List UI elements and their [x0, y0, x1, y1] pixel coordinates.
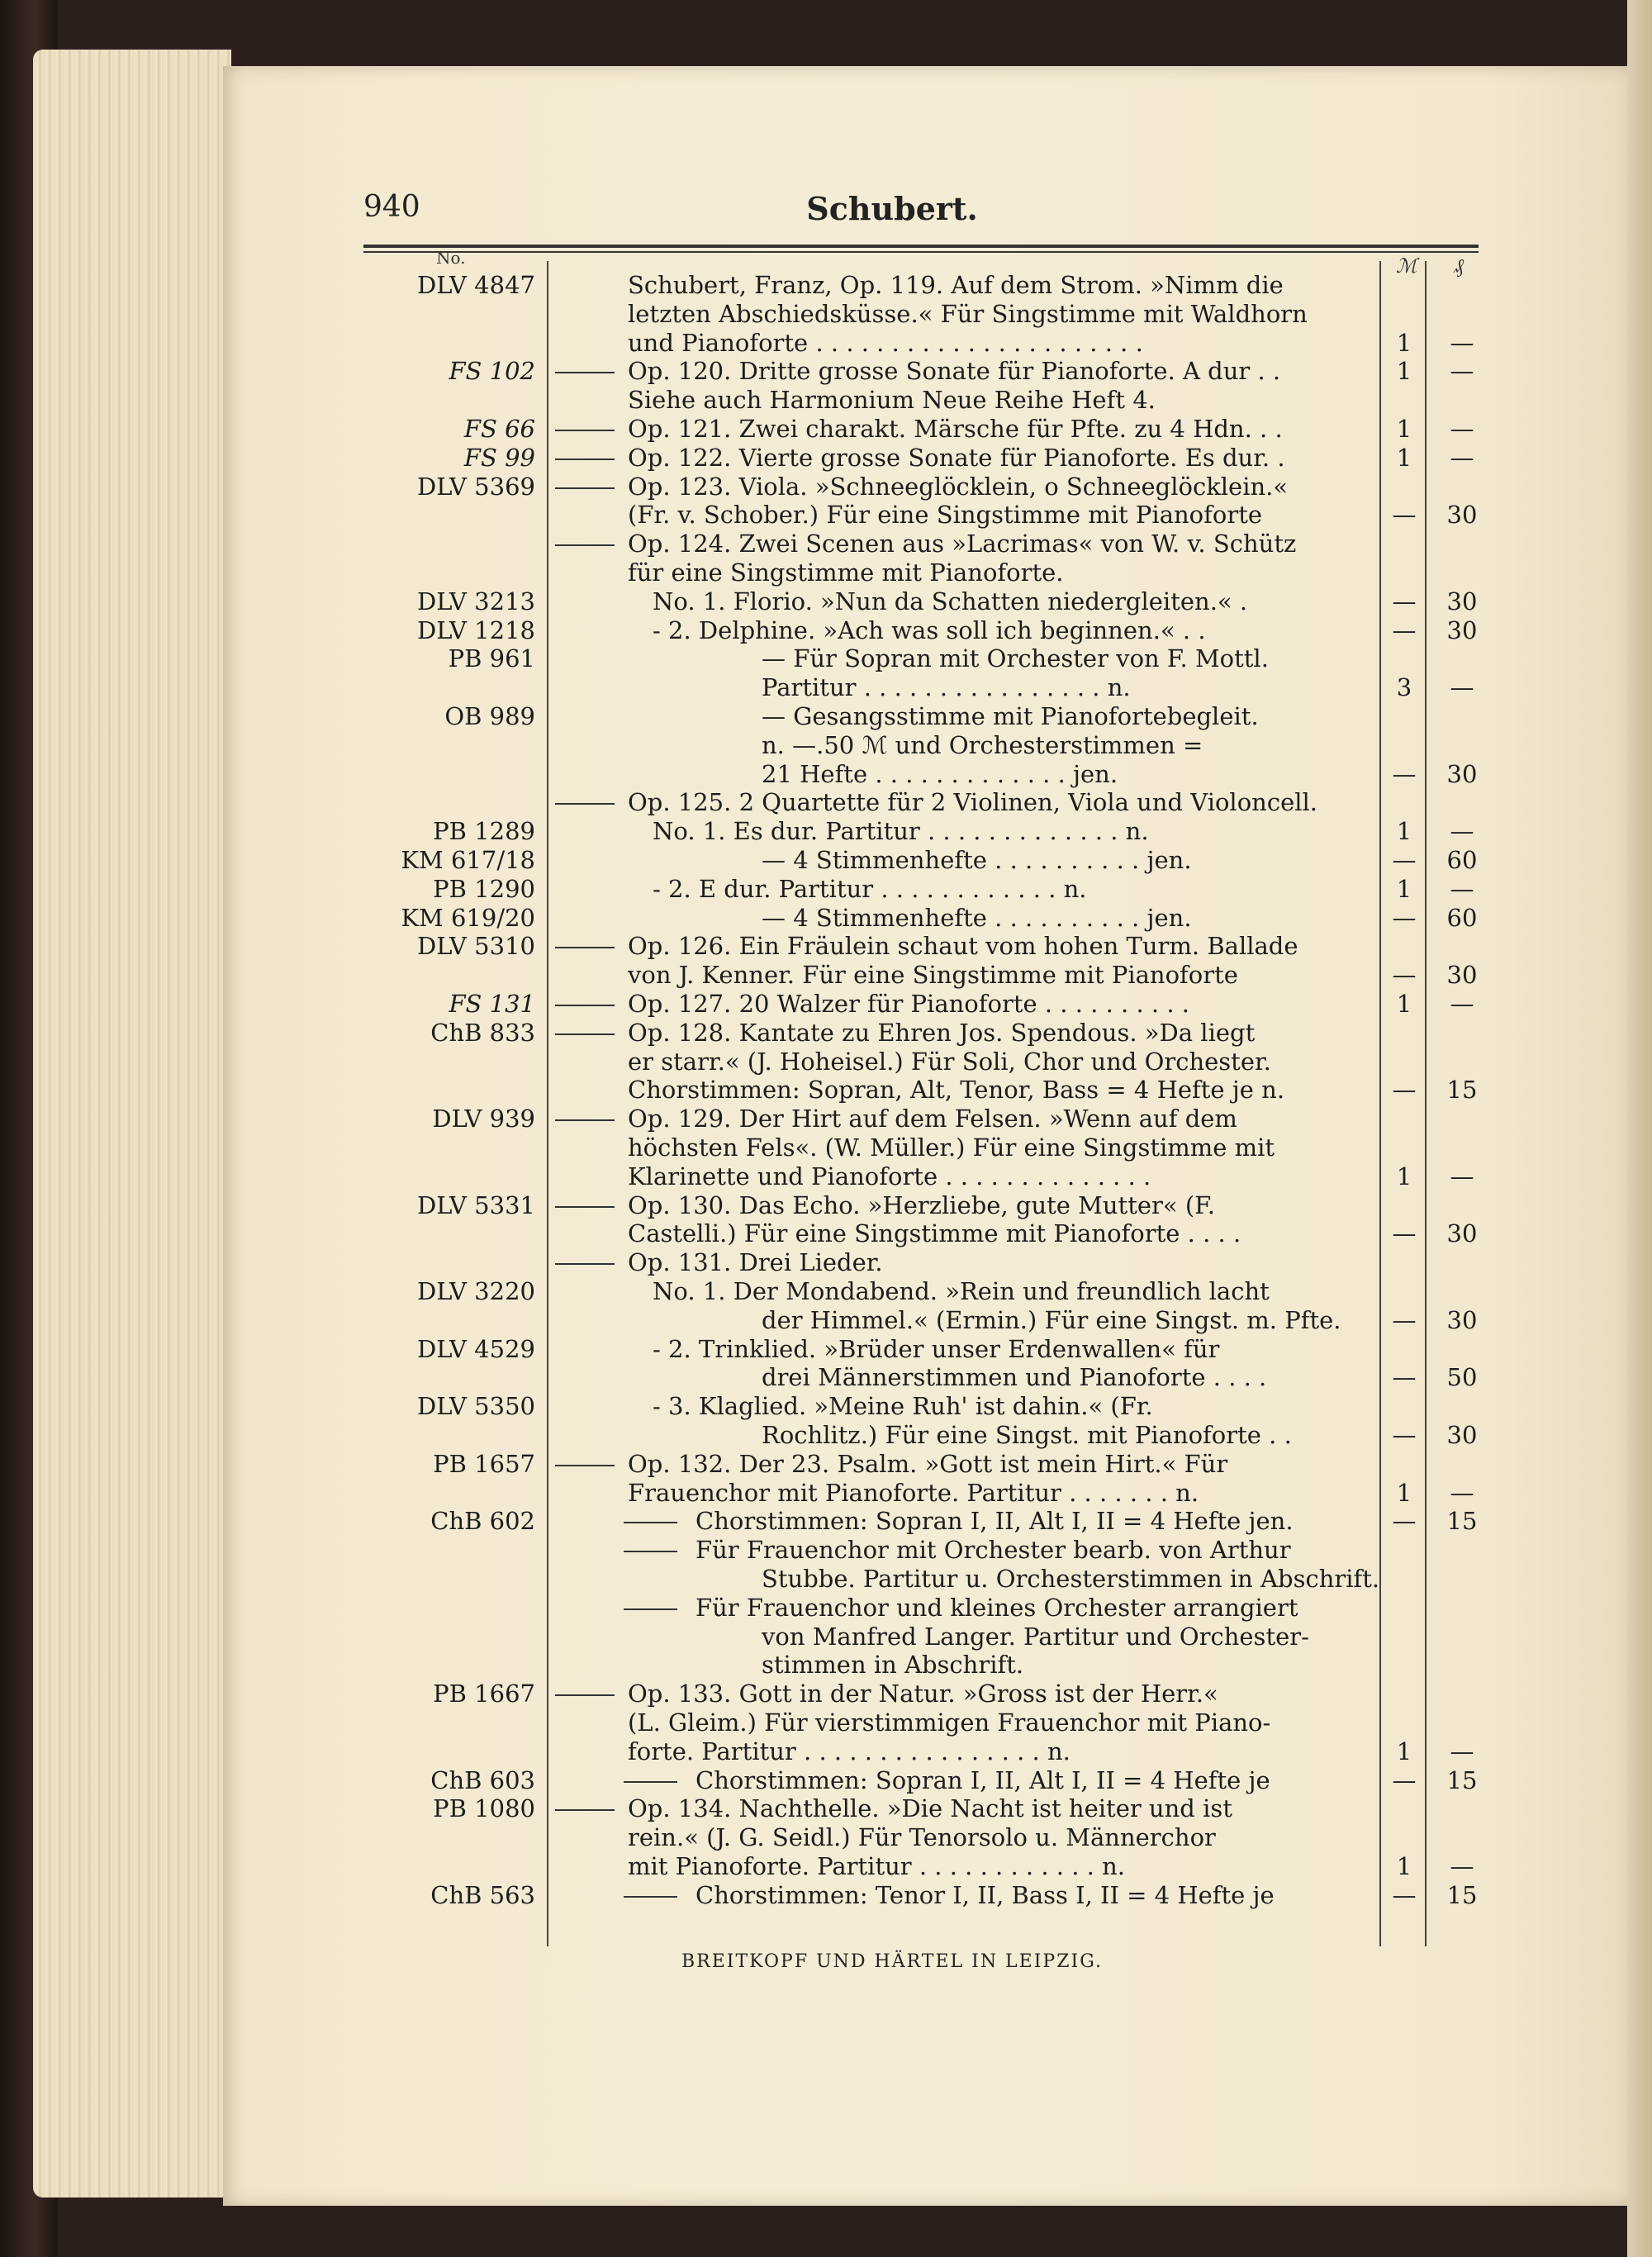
catalog-row — [0, 386, 1487, 415]
price-pfennig: — — [1450, 1478, 1474, 1507]
price-pfennig: — — [1450, 443, 1474, 472]
entry-text: stimmen in Abschrift. — [762, 1651, 1024, 1680]
entry-text: Op. 124. Zwei Scenen aus »Lacrimas« von W. v. Schütz — [628, 530, 1297, 558]
catalog-number: DLV 5369 — [416, 472, 535, 501]
catalog-number: PB 1667 — [433, 1680, 535, 1708]
catalog-number: DLV 5350 — [416, 1392, 535, 1421]
price-mark: 1 — [1396, 328, 1412, 357]
entry-text: mit Pianoforte. Partitur . . . . . . . . . . . . n. — [628, 1852, 1126, 1880]
price-pfennig: — — [1450, 1737, 1474, 1765]
entry-text: No. 1. Der Mondabend. »Rein und freundlich lacht — [653, 1277, 1270, 1305]
entry-text: Chorstimmen: Tenor I, II, Bass I, II = 4 Hefte je — [695, 1880, 1275, 1909]
entry-text: von J. Kenner. Für eine Singstimme mit Pianoforte — [628, 961, 1238, 990]
catalog-number: ChB 603 — [430, 1765, 535, 1794]
entry-text: Klarinette und Pianoforte . . . . . . . . . . . . . . — [628, 1162, 1151, 1190]
catalog-row — [0, 1105, 1487, 1133]
catalog-row — [0, 1507, 1487, 1536]
entry-text: No. 1. Florio. »Nun da Schatten niedergleiten.« . — [653, 587, 1248, 615]
entry-text: Frauenchor mit Pianoforte. Partitur . . . . . . . n. — [628, 1478, 1199, 1507]
entry-text: (L. Gleim.) Für vierstimmigen Frauenchor mit Piano- — [628, 1708, 1271, 1737]
entry-text: Op. 131. Drei Lieder. — [628, 1248, 883, 1277]
catalog-row — [0, 1737, 1487, 1766]
price-mark: — — [1392, 846, 1417, 874]
ditto-dash — [624, 1522, 677, 1523]
entry-text: der Himmel.« (Ermin.) Für eine Singst. m. Pfte. — [762, 1305, 1341, 1334]
catalog-row — [0, 1048, 1487, 1076]
catalog-row — [0, 961, 1487, 990]
ditto-dash — [555, 459, 615, 460]
catalog-row — [0, 300, 1487, 329]
running-title: Schubert. — [806, 190, 978, 227]
entry-text: von Manfred Langer. Partitur und Orchester- — [762, 1622, 1309, 1651]
price-mark: 1 — [1396, 990, 1412, 1018]
catalog-row — [0, 1392, 1487, 1421]
price-pfennig: 60 — [1446, 846, 1478, 874]
entry-text: Siehe auch Harmonium Neue Reihe Heft 4. — [628, 386, 1156, 415]
header-rule-thin — [363, 251, 1479, 253]
ditto-dash — [555, 487, 615, 489]
entry-text: — Gesangsstimme mit Pianofortebegleit. — [762, 702, 1259, 730]
entry-text: 21 Hefte . . . . . . . . . . . . . jen. — [762, 759, 1118, 788]
catalog-number: ChB 563 — [430, 1880, 535, 1909]
catalog-row — [0, 616, 1487, 645]
price-mark: 1 — [1396, 1162, 1412, 1190]
price-mark: — — [1392, 501, 1417, 530]
price-pfennig: — — [1450, 328, 1474, 357]
price-pfennig: 15 — [1446, 1765, 1478, 1794]
catalog-row — [0, 904, 1487, 933]
catalog-row — [0, 357, 1487, 386]
entry-text: Op. 132. Der 23. Psalm. »Gott ist mein Hirt.« Für — [628, 1449, 1228, 1478]
entry-text: Op. 126. Ein Fräulein schaut vom hohen Turm. Ballade — [628, 932, 1298, 961]
price-pfennig: 30 — [1446, 587, 1478, 615]
entry-text: Für Frauenchor und kleines Orchester arrangiert — [695, 1593, 1298, 1622]
catalog-number: DLV 1218 — [416, 615, 535, 644]
price-mark: — — [1392, 903, 1417, 932]
page-number: 940 — [363, 190, 420, 224]
entry-text: Op. 133. Gott in der Natur. »Gross ist der Herr.« — [628, 1680, 1218, 1708]
entry-text: Op. 123. Viola. »Schneeglöcklein, o Schneeglöcklein.« — [628, 472, 1289, 501]
ditto-dash — [555, 1694, 615, 1696]
entry-text: Schubert, Franz, Op. 119. Auf dem Strom. »Nimm die — [628, 271, 1284, 299]
price-mark: 1 — [1396, 874, 1412, 903]
entry-text: Op. 120. Dritte grosse Sonate für Pianoforte. A dur . . — [628, 357, 1281, 386]
price-mark: 1 — [1396, 357, 1412, 386]
catalog-row — [0, 1651, 1487, 1680]
entry-text: Castelli.) Für eine Singstimme mit Pianoforte . . . . — [628, 1219, 1241, 1248]
catalog-number: DLV 4847 — [416, 271, 535, 299]
catalog-number: PB 1657 — [433, 1449, 535, 1478]
catalog-number: DLV 3220 — [416, 1277, 535, 1305]
entry-text: Op. 130. Das Echo. »Herzliebe, gute Mutter« (F. — [628, 1190, 1215, 1219]
catalog-row — [0, 1766, 1487, 1795]
catalog-row — [0, 415, 1487, 444]
ditto-dash — [555, 947, 615, 948]
entry-text: Op. 125. 2 Quartette für 2 Violinen, Viola und Violoncell. — [628, 788, 1318, 817]
catalog-row — [0, 1623, 1487, 1651]
price-mark: — — [1392, 615, 1417, 644]
entry-text: er starr.« (J. Hoheisel.) Für Soli, Chor und Orchester. — [628, 1047, 1271, 1076]
catalog-row — [0, 1680, 1487, 1708]
price-pfennig: — — [1450, 1162, 1474, 1190]
catalog-number: DLV 939 — [432, 1105, 535, 1133]
price-mark: — — [1392, 961, 1417, 990]
entry-text: - 2. E dur. Partitur . . . . . . . . . . . . n. — [653, 874, 1087, 903]
catalog-number: PB 1289 — [433, 817, 535, 846]
catalog-row — [0, 1565, 1487, 1594]
ditto-dash — [555, 1263, 615, 1265]
entry-text: Chorstimmen: Sopran, Alt, Tenor, Bass = 4 Hefte je n. — [628, 1076, 1285, 1105]
price-pfennig: — — [1450, 874, 1474, 903]
catalog-row — [0, 530, 1487, 558]
catalog-row — [0, 846, 1487, 875]
catalog-number: FS 131 — [449, 990, 535, 1018]
entry-text: Rochlitz.) Für eine Singst. mit Pianoforte . . — [762, 1421, 1292, 1449]
ditto-dash — [555, 1033, 615, 1035]
mark-column-label: ℳ — [1396, 254, 1417, 278]
catalog-number: ChB 833 — [430, 1018, 535, 1047]
entry-text: Op. 122. Vierte grosse Sonate für Pianoforte. Es dur. . — [628, 443, 1285, 472]
entry-text: forte. Partitur . . . . . . . . . . . . . . . . n. — [628, 1737, 1070, 1765]
catalog-number: DLV 3213 — [416, 587, 535, 615]
header-rule — [363, 245, 1479, 248]
catalog-number: PB 1290 — [433, 874, 535, 903]
entry-text: - 2. Delphine. »Ach was soll ich beginnen.« . . — [653, 615, 1206, 644]
catalog-number: DLV 5310 — [416, 932, 535, 961]
entry-text: Op. 129. Der Hirt auf dem Felsen. »Wenn auf dem — [628, 1105, 1237, 1133]
price-mark: 1 — [1396, 1852, 1412, 1880]
catalog-row — [0, 990, 1487, 1019]
entry-text: Op. 127. 20 Walzer für Pianoforte . . . . . . . . . . — [628, 990, 1189, 1018]
price-mark: 3 — [1396, 673, 1412, 702]
price-mark: 1 — [1396, 415, 1412, 443]
catalog-row — [0, 875, 1487, 904]
price-pfennig: — — [1450, 415, 1474, 443]
entry-text: — 4 Stimmenhefte . . . . . . . . . . jen. — [762, 846, 1192, 874]
catalog-row — [0, 1823, 1487, 1852]
pfennig-column-label: ₰ — [1454, 254, 1464, 278]
entry-text: Chorstimmen: Sopran I, II, Alt I, II = 4 Hefte jen. — [695, 1507, 1294, 1536]
catalog-row — [0, 1450, 1487, 1479]
catalog-row — [0, 1881, 1487, 1910]
entry-text: - 3. Klaglied. »Meine Ruh' ist dahin.« (Fr. — [653, 1392, 1153, 1421]
price-mark: — — [1392, 1421, 1417, 1449]
entry-text: Op. 128. Kantate zu Ehren Jos. Spendous. »Da liegt — [628, 1018, 1256, 1047]
entry-text: n. —.50 ℳ und Orchesterstimmen = — [762, 730, 1203, 759]
catalog-row — [0, 1219, 1487, 1248]
ditto-dash — [624, 1896, 677, 1898]
price-pfennig: 30 — [1446, 1219, 1478, 1248]
catalog-row — [0, 702, 1487, 731]
catalog-number: DLV 4529 — [416, 1334, 535, 1363]
ditto-dash — [555, 1119, 615, 1121]
no-column-label: No. — [436, 248, 466, 268]
next-page-edge — [1627, 0, 1652, 2257]
price-mark: 1 — [1396, 817, 1412, 846]
price-pfennig: 30 — [1446, 961, 1478, 990]
price-pfennig: 30 — [1446, 501, 1478, 530]
catalog-number: PB 961 — [448, 644, 535, 673]
catalog-number: OB 989 — [444, 702, 535, 730]
catalog-row — [0, 817, 1487, 846]
price-pfennig: — — [1450, 817, 1474, 846]
page-header — [363, 190, 1421, 240]
price-pfennig: — — [1450, 1852, 1474, 1880]
price-mark: — — [1392, 587, 1417, 615]
price-mark: — — [1392, 759, 1417, 788]
price-mark: — — [1392, 1076, 1417, 1105]
entry-text: Op. 121. Zwei charakt. Märsche für Pfte. zu 4 Hdn. . . — [628, 415, 1283, 443]
price-pfennig: — — [1450, 673, 1474, 702]
catalog-row — [0, 558, 1487, 587]
catalog-row — [0, 1076, 1487, 1105]
ditto-dash — [555, 1809, 615, 1811]
price-pfennig: 15 — [1446, 1880, 1478, 1909]
catalog-row — [0, 1536, 1487, 1565]
price-mark: — — [1392, 1880, 1417, 1909]
price-mark: 1 — [1396, 1478, 1412, 1507]
ditto-dash — [624, 1608, 677, 1610]
catalog-number: FS 102 — [449, 357, 535, 386]
catalog-number: KM 617/18 — [401, 846, 535, 874]
ditto-dash — [555, 1005, 615, 1006]
catalog-row — [0, 1335, 1487, 1364]
entry-text: drei Männerstimmen und Pianoforte . . . . — [762, 1363, 1267, 1392]
catalog-row — [0, 673, 1487, 702]
catalog-row — [0, 1277, 1487, 1306]
catalog-row — [0, 932, 1487, 961]
catalog-row — [0, 473, 1487, 501]
catalog-row — [0, 731, 1487, 760]
price-mark: — — [1392, 1363, 1417, 1392]
catalog-number: FS 66 — [463, 415, 535, 443]
price-mark: — — [1392, 1305, 1417, 1334]
ditto-dash — [555, 1465, 615, 1466]
entry-text: Für Frauenchor mit Orchester bearb. von Arthur — [695, 1536, 1291, 1565]
catalog-row — [0, 760, 1487, 789]
entry-text: und Pianoforte . . . . . . . . . . . . . . . . . . . . . . — [628, 328, 1143, 357]
price-mark: — — [1392, 1765, 1417, 1794]
ditto-dash — [555, 1206, 615, 1208]
entry-text: — Für Sopran mit Orchester von F. Mottl. — [762, 644, 1269, 673]
entry-text: rein.« (J. G. Seidl.) Für Tenorsolo u. Männerchor — [628, 1823, 1216, 1852]
catalog-number: ChB 602 — [430, 1507, 535, 1536]
price-pfennig: 15 — [1446, 1507, 1478, 1536]
catalog-number: FS 99 — [463, 443, 535, 472]
catalog-number: DLV 5331 — [416, 1190, 535, 1219]
price-pfennig: 30 — [1446, 759, 1478, 788]
entry-text: Chorstimmen: Sopran I, II, Alt I, II = 4 Hefte je — [695, 1765, 1270, 1794]
catalog-row — [0, 1363, 1487, 1392]
price-mark: 1 — [1396, 1737, 1412, 1765]
catalog-row — [0, 1594, 1487, 1623]
catalog-row — [0, 1479, 1487, 1508]
catalog-row — [0, 1191, 1487, 1220]
price-mark: — — [1392, 1507, 1417, 1536]
price-pfennig: 30 — [1446, 1421, 1478, 1449]
entry-text: für eine Singstimme mit Pianoforte. — [628, 558, 1064, 587]
catalog-row — [0, 1133, 1487, 1162]
price-pfennig: 30 — [1446, 615, 1478, 644]
entry-text: letzten Abschiedsküsse.« Für Singstimme mit Waldhorn — [628, 299, 1308, 328]
entry-text: Stubbe. Partitur u. Orchesterstimmen in Abschrift. — [762, 1565, 1380, 1593]
catalog-row — [0, 1306, 1487, 1335]
catalog-row — [0, 1248, 1487, 1277]
ditto-dash — [555, 544, 615, 546]
publisher-footer: BREITKOPF UND HÄRTEL IN LEIPZIG. — [681, 1951, 1103, 1972]
entry-text: No. 1. Es dur. Partitur . . . . . . . . . . . . . n. — [653, 817, 1149, 846]
price-pfennig: 60 — [1446, 903, 1478, 932]
ditto-dash — [624, 1551, 677, 1552]
entry-text: (Fr. v. Schober.) Für eine Singstimme mit Pianoforte — [628, 501, 1263, 530]
entry-text: - 2. Trinklied. »Brüder unser Erdenwallen« für — [653, 1334, 1220, 1363]
price-pfennig: 50 — [1446, 1363, 1478, 1392]
ditto-dash — [555, 430, 615, 431]
ditto-dash — [555, 803, 615, 805]
ditto-dash — [555, 372, 615, 373]
entry-text: Partitur . . . . . . . . . . . . . . . . n. — [762, 673, 1131, 702]
catalog-row — [0, 1421, 1487, 1450]
catalog-row — [0, 1019, 1487, 1048]
catalog-row — [0, 329, 1487, 358]
ditto-dash — [624, 1781, 677, 1783]
catalog-row — [0, 271, 1487, 300]
catalog-row — [0, 501, 1487, 530]
catalog-row — [0, 1794, 1487, 1823]
catalog-number: KM 619/20 — [401, 903, 535, 932]
catalog-row — [0, 444, 1487, 473]
price-pfennig: 30 — [1446, 1305, 1478, 1334]
price-pfennig: 15 — [1446, 1076, 1478, 1105]
catalog-row — [0, 644, 1487, 673]
catalog-row — [0, 1852, 1487, 1881]
catalog-row — [0, 1162, 1487, 1191]
price-mark: 1 — [1396, 443, 1412, 472]
entry-text: höchsten Fels«. (W. Müller.) Für eine Singstimme mit — [628, 1133, 1275, 1162]
entry-text: Op. 134. Nachthelle. »Die Nacht ist heiter und ist — [628, 1794, 1232, 1823]
catalog-row — [0, 587, 1487, 616]
price-pfennig: — — [1450, 357, 1474, 386]
catalog-number: PB 1080 — [433, 1794, 535, 1823]
price-mark: — — [1392, 1219, 1417, 1248]
entry-text: — 4 Stimmenhefte . . . . . . . . . . jen. — [762, 903, 1192, 932]
catalog-row — [0, 788, 1487, 817]
price-pfennig: — — [1450, 990, 1474, 1018]
catalog-row — [0, 1708, 1487, 1737]
